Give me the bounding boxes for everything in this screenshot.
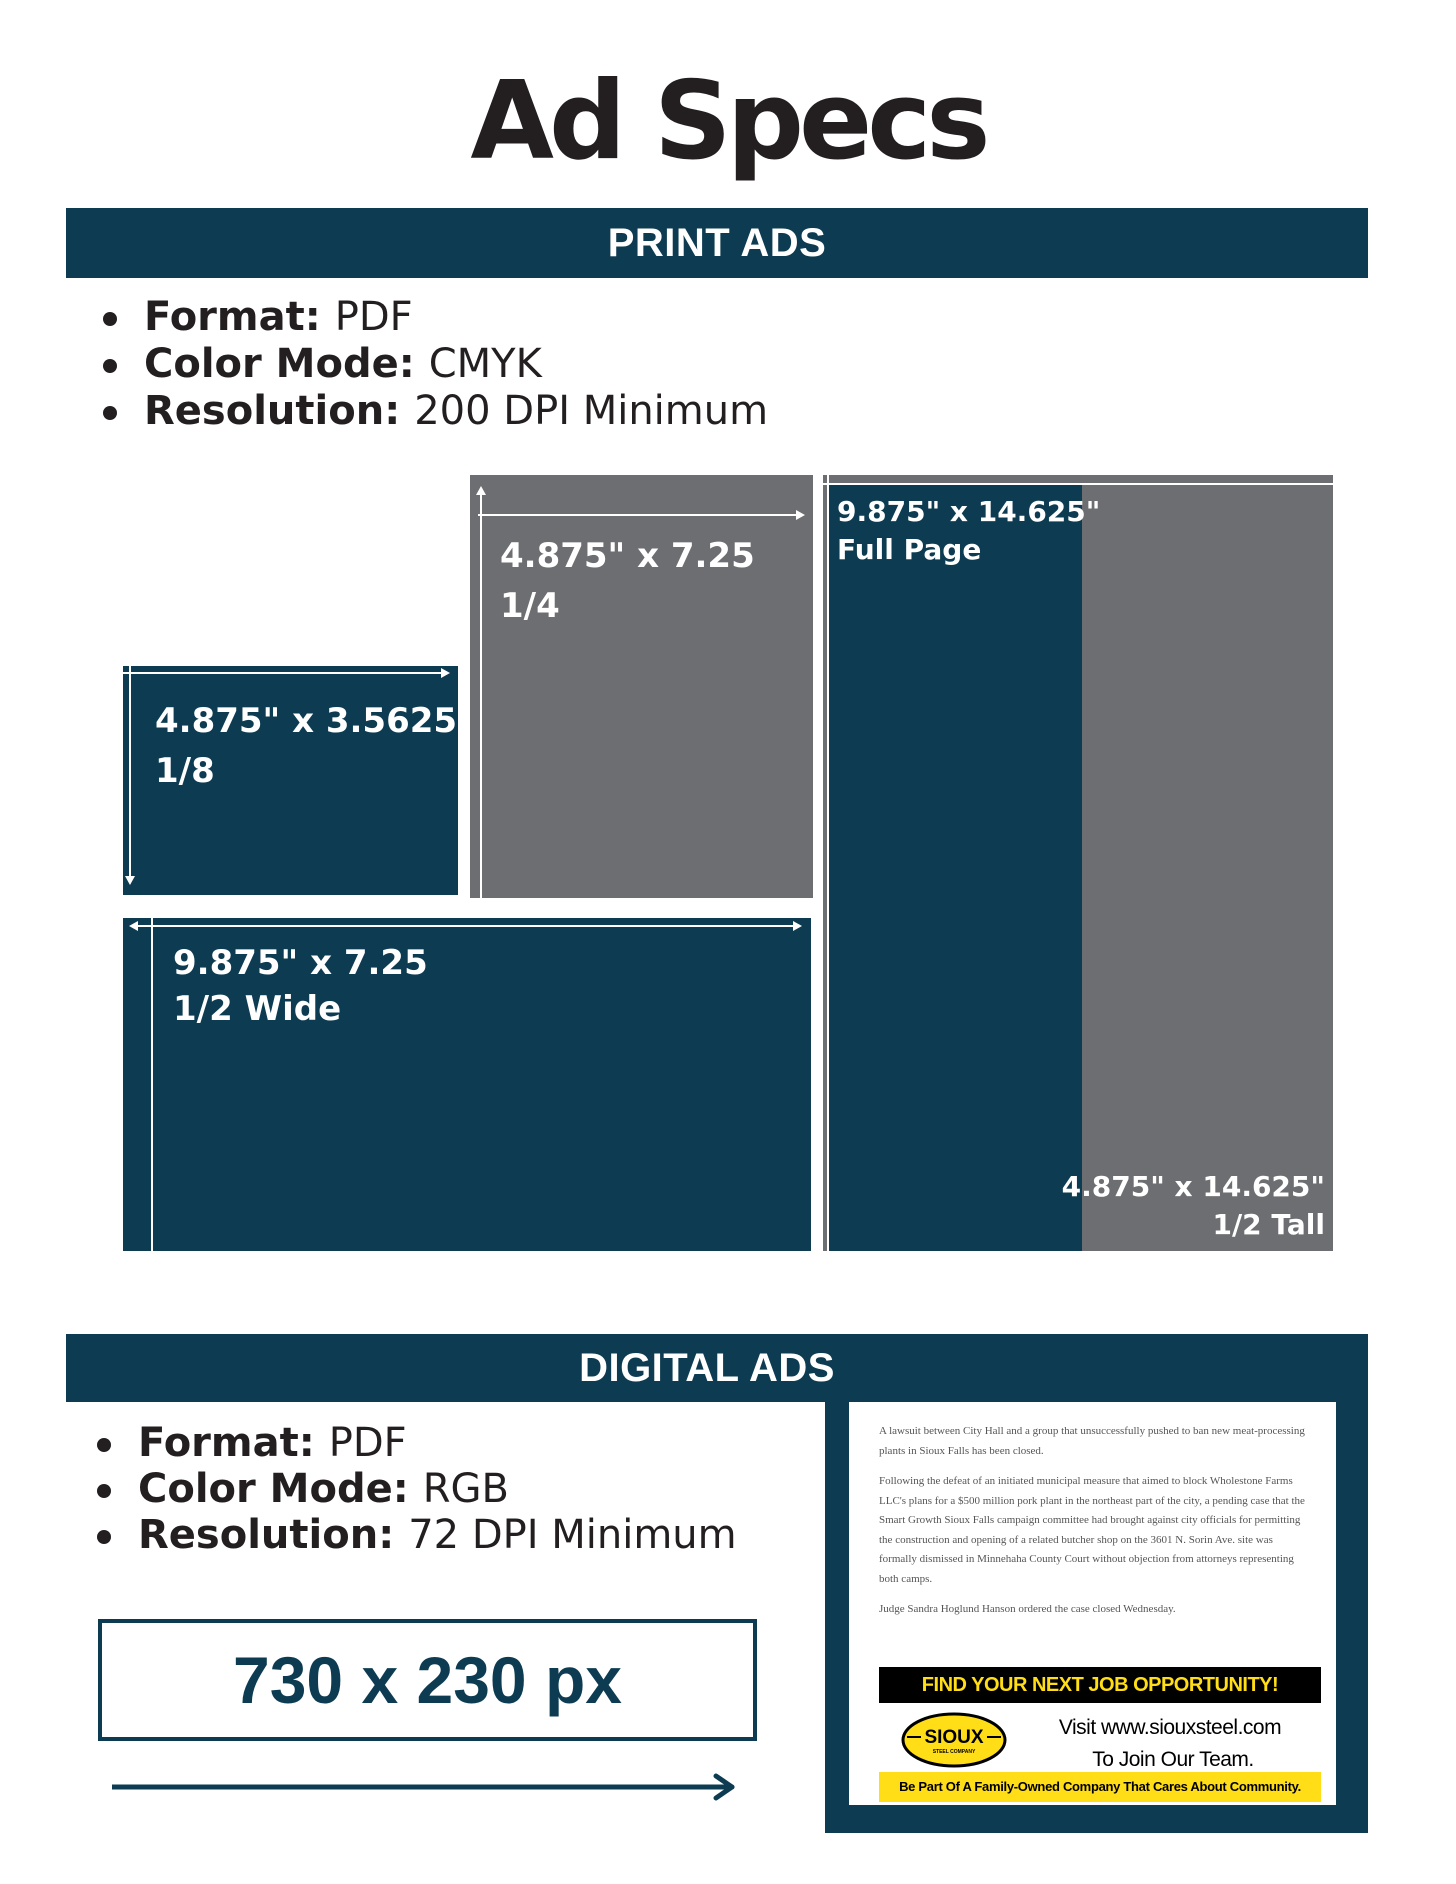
- ad-size-half-wide: [123, 918, 811, 1251]
- ad-dimensions: 4.875" x 7.25: [500, 536, 755, 576]
- spec-value: CMYK: [428, 341, 542, 387]
- ad-size-half-tall-navy: [827, 483, 1082, 1251]
- height-guide: [151, 918, 153, 1251]
- digital-ads-heading: DIGITAL ADS: [66, 1334, 1368, 1402]
- spec-key: Color Mode:: [138, 1466, 409, 1512]
- job-banner: FIND YOUR NEXT JOB OPPORTUNITY!: [879, 1667, 1321, 1703]
- ad-size-label-half-tall: [1062, 1168, 1325, 1244]
- arrow-left-icon: [129, 921, 138, 931]
- height-guide: [129, 666, 131, 878]
- article-paragraph: Judge Sandra Hoglund Hanson ordered the case closed Wednesday.: [879, 1603, 1176, 1615]
- digital-spec-format: [94, 1420, 737, 1466]
- ad-size-label: [500, 531, 755, 631]
- tagline-banner: Be Part Of A Family-Owned Company That Cares About Community.: [879, 1772, 1321, 1802]
- ad-name: Full Page: [837, 533, 982, 566]
- spec-key: Format:: [144, 294, 321, 340]
- ad-size-label: [837, 493, 1100, 569]
- ad-size-quarter: [470, 475, 813, 898]
- spec-value: PDF: [328, 1420, 407, 1466]
- ad-dimensions: 4.875" x 3.5625: [155, 701, 458, 741]
- visit-text: [1025, 1712, 1315, 1776]
- article-paragraph: Following the defeat of an initiated municipal measure that aimed to block Wholestone Farms LLC's plans for a $500 million pork plant in the northeast part of the city, a pending case that the Smart Growth Sioux Falls campaign committee had brought against city officials for permitting the construction and opening of a related butcher shop on the 3601 N. Sorin Ave. site was formally dismissed in Minnehaha County Court without objection from attorneys representing both camps.: [879, 1475, 1305, 1585]
- spec-key: Resolution:: [144, 388, 401, 434]
- height-guide: [480, 491, 482, 898]
- digital-ad-sample: [825, 1390, 1368, 1833]
- sample-article-page: [849, 1402, 1336, 1805]
- print-spec-color-mode: [100, 341, 768, 388]
- arrow-right-icon: [112, 1773, 740, 1801]
- arrow-up-icon: [476, 486, 486, 495]
- ad-size-label: [173, 940, 428, 1032]
- width-guide: [823, 483, 1333, 485]
- spec-key: Resolution:: [138, 1512, 395, 1558]
- ad-name: 1/8: [155, 751, 215, 791]
- arrow-right-icon: [793, 921, 802, 931]
- spec-value: 200 DPI Minimum: [414, 388, 769, 434]
- height-guide: [827, 475, 829, 1251]
- width-guide: [478, 514, 798, 516]
- visit-line: Visit www.siouxsteel.com: [1058, 1716, 1282, 1739]
- spec-key: Format:: [138, 1420, 315, 1466]
- spec-key: Color Mode:: [144, 341, 415, 387]
- ad-size-eighth: [123, 666, 458, 895]
- page-title: Ad Specs: [470, 59, 986, 184]
- spec-value: PDF: [334, 294, 413, 340]
- spec-value: 72 DPI Minimum: [408, 1512, 737, 1558]
- ad-size-full-page: [823, 475, 1333, 1251]
- ad-size-label: [155, 696, 457, 796]
- visit-line: To Join Our Team.: [1092, 1748, 1254, 1771]
- print-spec-resolution: [100, 388, 768, 435]
- arrow-down-icon: [125, 876, 135, 885]
- sioux-steel-logo: [901, 1712, 1007, 1768]
- digital-spec-resolution: [94, 1512, 737, 1558]
- print-spec-format: [100, 294, 768, 341]
- arrow-right-icon: [441, 668, 450, 678]
- article-paragraph: A lawsuit between City Hall and a group that unsuccessfully pushed to ban new meat-processing plants in Sioux Falls has been closed.: [879, 1425, 1305, 1457]
- digital-spec-list: [94, 1420, 737, 1558]
- logo-text: SIOUX: [924, 1727, 984, 1748]
- digital-spec-color-mode: [94, 1466, 737, 1512]
- ad-name: 1/4: [500, 586, 560, 626]
- ad-dimensions: 9.875" x 14.625": [837, 495, 1101, 528]
- logo-subtext: STEEL COMPANY: [932, 1749, 976, 1755]
- print-spec-list: [100, 294, 768, 435]
- ad-name: 1/2 Tall: [1212, 1208, 1325, 1241]
- spec-value: RGB: [422, 1466, 509, 1512]
- arrow-right-icon: [796, 510, 805, 520]
- sample-article: [879, 1422, 1311, 1631]
- print-ads-heading: PRINT ADS: [66, 208, 1368, 278]
- width-guide: [133, 925, 796, 927]
- ad-name: 1/2 Wide: [173, 989, 342, 1029]
- width-guide: [123, 672, 443, 674]
- digital-size-box: 730 x 230 px: [98, 1619, 757, 1741]
- ad-dimensions: 4.875" x 14.625": [1061, 1170, 1325, 1203]
- ad-dimensions: 9.875" x 7.25: [173, 943, 428, 983]
